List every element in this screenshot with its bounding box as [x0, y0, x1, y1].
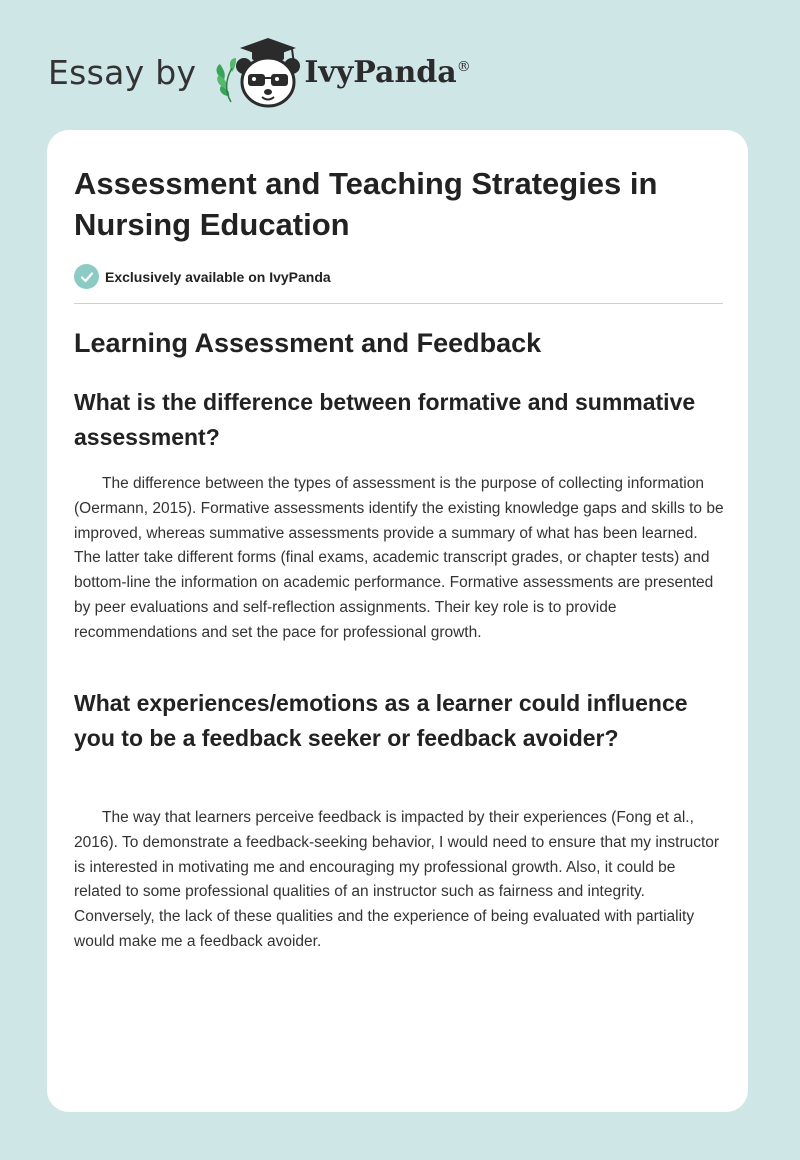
answer-paragraph: The difference between the types of assessment is the purpose of collecting information (Oermann, 2015). Formative assessments identify the existing knowledge gaps and skills to be improved, whereas summative assessments provide a summary of what has been learned. The latter take different forms (final exams, academic transcript grades, or chapter tests) and bottom-line the information on academic performance. Formative assessments are presented by peer evaluations and self-reflection assignments. Their key role is to provide recommendations and set the pace for professional growth.	[74, 475, 724, 641]
section-heading: Learning Assessment and Feedback	[74, 328, 542, 358]
essay-card	[47, 130, 748, 1112]
question-heading: What experiences/emotions as a learner could influence you to be a feedback seeker or feedback avoider?	[74, 690, 688, 751]
site-logo[interactable]	[48, 32, 471, 112]
panda-graduate-logo-icon	[210, 32, 302, 112]
leaf-icon	[217, 58, 236, 102]
page-title: Assessment and Teaching Strategies in Nursing Education	[74, 166, 658, 242]
essay-by-label: Essay by	[48, 52, 197, 92]
exclusive-badge	[74, 264, 331, 289]
brand-name: IvyPanda®	[304, 54, 471, 90]
question-heading: What is the difference between formative and summative assessment?	[74, 389, 696, 450]
badge-label: Exclusively available on IvyPanda	[105, 268, 331, 285]
checkmark-icon	[74, 264, 99, 289]
answer-paragraph: The way that learners perceive feedback is impacted by their experiences (Fong et al., 2016). To demonstrate a feedback-seeking behavior, I would need to ensure that my instructor is interested in motivating me and encouraging my professional growth. Also, it could be related to some professional qualities of an instructor such as fairness and integrity. Conversely, the lack of these qualities and the experience of being evaluated with partiality would make me a feedback avoider.	[74, 809, 720, 950]
divider	[74, 303, 723, 304]
